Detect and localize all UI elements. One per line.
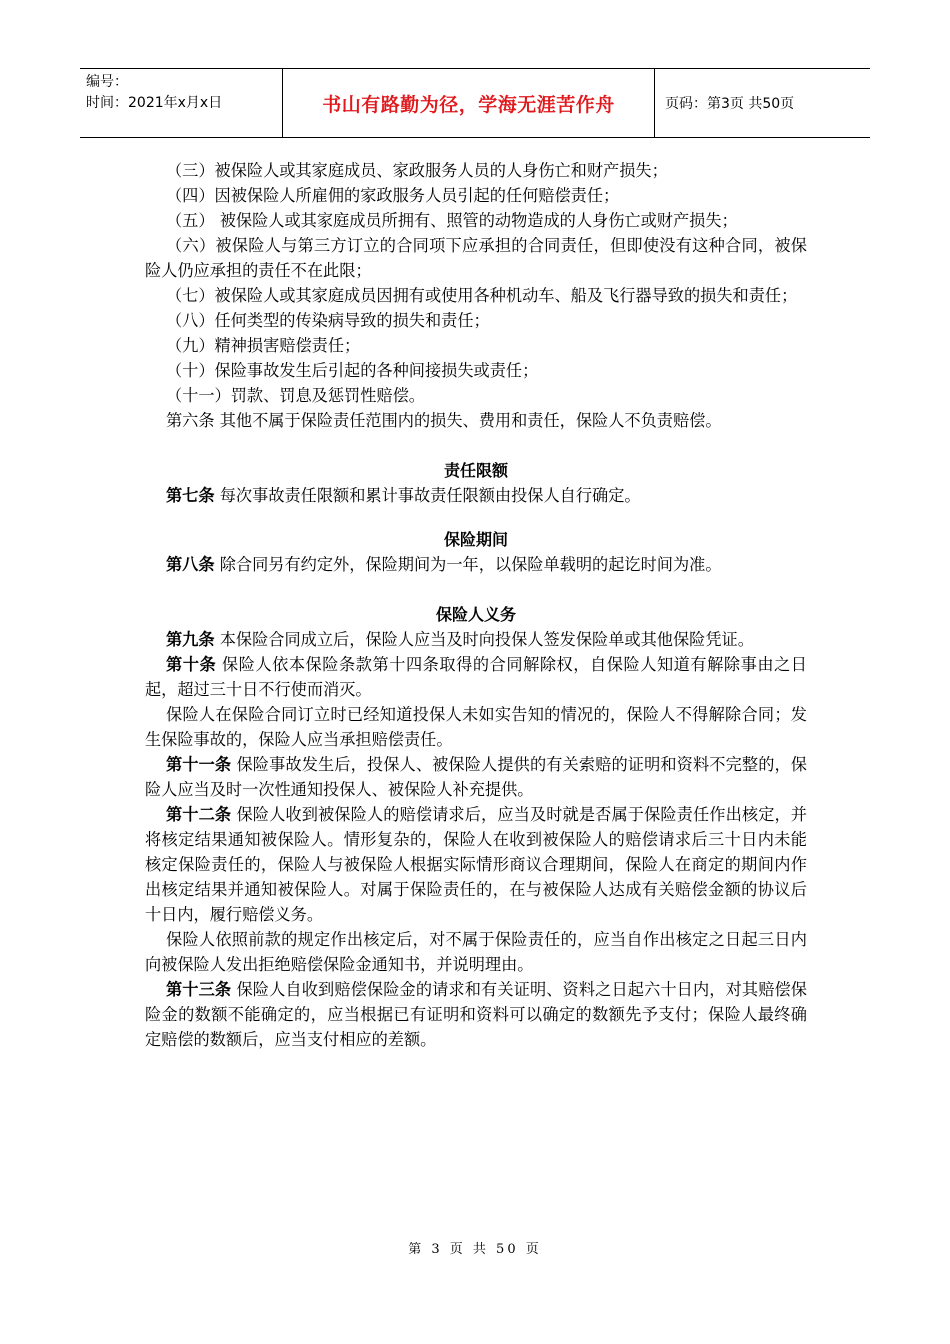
article-11-paragraph: [145, 752, 807, 802]
article-text: 保险人收到被保险人的赔偿请求后，应当及时就是否属于保险责任作出核定，并将核定结果通知被保险人。情形复杂的，保险人在收到被保险人的赔偿请求后三十日内未能核定保险责任的，保险人与被保险人根据实际情形商议合理期间，保险人在商定的期间内作出核定结果并通知被保险人。对属于保险责任的，在与被保险人达成有关赔偿金额的协议后十日内，履行赔偿义务。: [145, 805, 807, 924]
header-slogan: 书山有路勤为径，学海无涯苦作舟: [283, 69, 655, 137]
article-text: 保险人自收到赔偿保险金的请求和有关证明、资料之日起六十日内，对其赔偿保险金的数额不能确定的，应当根据已有证明和资料可以确定的数额先予支付；保险人最终确定赔偿的数额后，应当支付相应的差额。: [145, 980, 807, 1049]
paragraph: （五） 被保险人或其家庭成员所拥有、照管的动物造成的人身伤亡或财产损失；: [166, 211, 738, 230]
section-heading-liability-limit: 责任限额: [443, 461, 508, 480]
article-12-paragraph: [145, 802, 807, 927]
header-page-number: 页码：第3页 共50页: [665, 96, 795, 112]
paragraph: （四）因被保险人所雇佣的家政服务人员引起的任何赔偿责任；: [166, 186, 620, 205]
paragraph: （六）被保险人与第三方订立的合同项下应承担的合同责任，但即使没有这种合同，被保险人仍应承担的责任不在此限；: [145, 236, 807, 280]
article-number: 第八条: [166, 555, 215, 574]
paragraph: （九）精神损害赔偿责任；: [166, 336, 361, 355]
article-text: 保险事故发生后，投保人、被保险人提供的有关索赔的证明和资料不完整的，保险人应当及时一次性通知投保人、被保险人补充提供。: [145, 755, 807, 799]
article-text: 每次事故责任限额和累计事故责任限额由投保人自行确定。: [214, 486, 641, 505]
header-info: [80, 69, 283, 137]
article-text: 除合同另有约定外，保险期间为一年，以保险单载明的起讫时间为准。: [214, 555, 722, 574]
page-footer: 第 3 页 共 50 页: [408, 1242, 542, 1257]
article-text: 保险人依本保险条款第十四条取得的合同解除权，自保险人知道有解除事由之日起，超过三十日不行使而消灭。: [145, 655, 807, 699]
paragraph: （七）被保险人或其家庭成员因拥有或使用各种机动车、船及飞行器导致的损失和责任；: [166, 286, 798, 305]
section-heading-insurance-period: 保险期间: [443, 530, 508, 549]
article-8-paragraph: [145, 552, 807, 577]
section-heading-insurer-obligations: 保险人义务: [435, 605, 516, 624]
header-number: 编号：: [86, 74, 128, 90]
article-6-paragraph: 第六条 其他不属于保险责任范围内的损失、费用和责任，保险人不负责赔偿。: [166, 411, 722, 430]
paragraph: （十一）罚款、罚息及惩罚性赔偿。: [166, 386, 425, 405]
article-number: 第十条: [166, 655, 217, 674]
paragraph: （八）任何类型的传染病导致的损失和责任；: [166, 311, 490, 330]
header-date: 时间：2021年x月x日: [86, 95, 223, 111]
document-body: [145, 158, 807, 1052]
article-text: 本保险合同成立后，保险人应当及时向投保人签发保险单或其他保险凭证。: [214, 630, 754, 649]
article-number: 第九条: [166, 630, 215, 649]
article-7-paragraph: [145, 483, 807, 508]
article-number: 第七条: [166, 486, 215, 505]
article-number: 第十三条: [166, 980, 232, 999]
article-9-paragraph: [145, 627, 807, 652]
article-13-paragraph: [145, 977, 807, 1052]
article-number: 第十二条: [166, 805, 232, 824]
paragraph: 保险人在保险合同订立时已经知道投保人未如实告知的情况的，保险人不得解除合同；发生保险事故的，保险人应当承担赔偿责任。: [145, 705, 807, 749]
paragraph: 保险人依照前款的规定作出核定后，对不属于保险责任的，应当自作出核定之日起三日内向被保险人发出拒绝赔偿保险金通知书，并说明理由。: [145, 930, 807, 974]
paragraph: （十）保险事故发生后引起的各种间接损失或责任；: [166, 361, 539, 380]
paragraph: （三）被保险人或其家庭成员、家政服务人员的人身伤亡和财产损失；: [166, 161, 668, 180]
page-header: [80, 68, 870, 138]
article-10-paragraph: [145, 652, 807, 702]
article-number: 第十一条: [166, 755, 232, 774]
